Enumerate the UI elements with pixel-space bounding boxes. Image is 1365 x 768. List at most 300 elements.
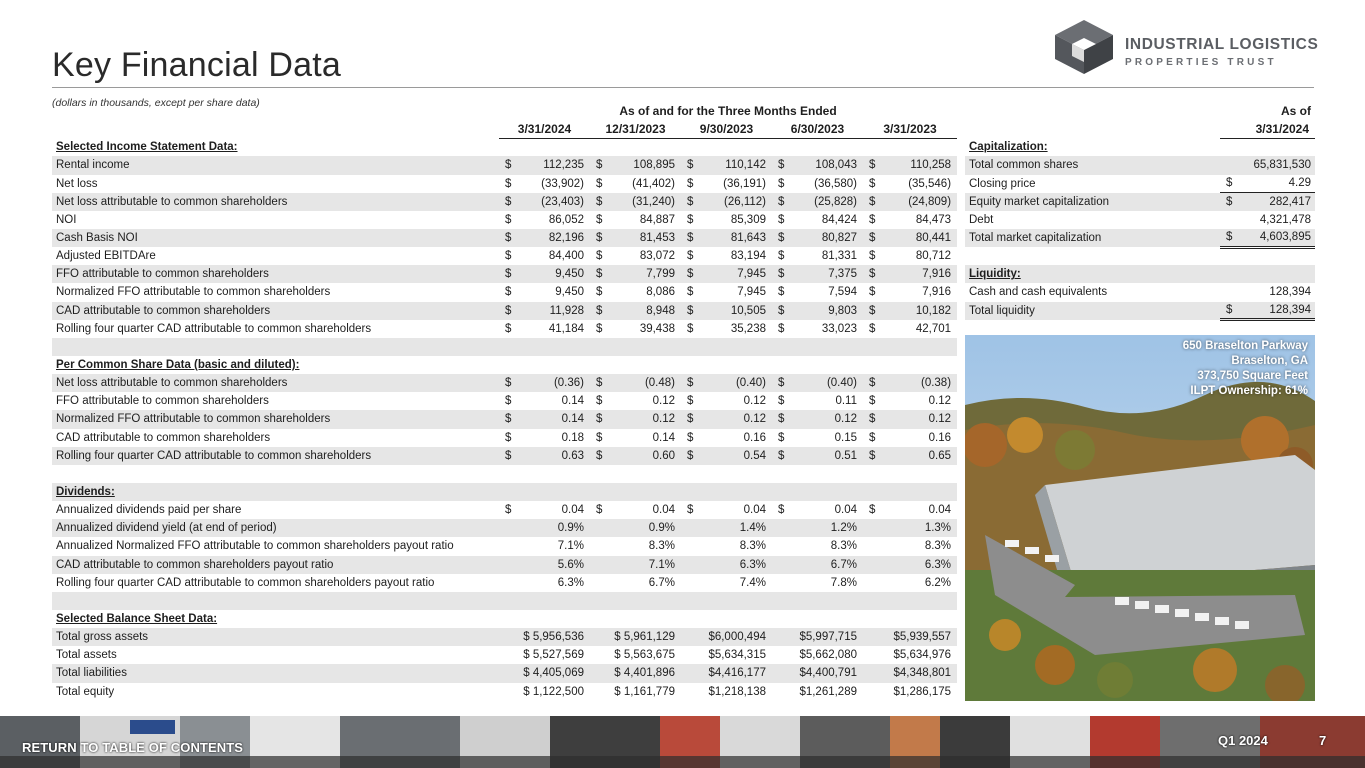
currency-symbol: $ bbox=[778, 250, 785, 263]
currency-symbol: $ bbox=[869, 177, 876, 190]
value-cell: 9,450 bbox=[513, 265, 590, 283]
table-row bbox=[52, 283, 957, 301]
value-cell: 10,182 bbox=[877, 302, 957, 320]
value-cell: (0.48) bbox=[604, 374, 681, 392]
header-spacer bbox=[965, 102, 1220, 120]
row-label bbox=[52, 465, 499, 483]
empty-cell bbox=[499, 592, 957, 610]
value-cell: 282,417 bbox=[1234, 193, 1315, 211]
value-cell: $5,997,715 bbox=[772, 628, 863, 646]
value-cell: (31,240) bbox=[604, 193, 681, 211]
value-cell: 0.12 bbox=[743, 395, 766, 408]
currency-symbol: $ bbox=[772, 374, 786, 392]
currency-symbol: $ bbox=[1220, 229, 1234, 247]
value-cell: 81,643 bbox=[695, 229, 772, 247]
currency-symbol: $ bbox=[687, 395, 694, 408]
currency-symbol: $ bbox=[869, 250, 876, 263]
value-cell: 7.1% bbox=[557, 540, 584, 553]
value-cell: 8.3% bbox=[830, 540, 857, 553]
currency-symbol: $ bbox=[499, 447, 513, 465]
row-label: Rolling four quarter CAD attributable to common shareholders bbox=[52, 447, 499, 465]
currency-symbol: $ bbox=[590, 156, 604, 174]
property-size: 373,750 Square Feet bbox=[1197, 370, 1308, 382]
section-title bbox=[52, 483, 499, 501]
currency-symbol: $ bbox=[681, 229, 695, 247]
currency-symbol: $ bbox=[590, 193, 604, 211]
value-cell: 0.15 bbox=[834, 431, 857, 444]
currency-symbol: $ bbox=[499, 156, 513, 174]
value-cell: 0.54 bbox=[695, 447, 772, 465]
value-cell: 7,594 bbox=[828, 286, 857, 299]
currency-symbol: $ bbox=[863, 229, 877, 247]
value-cell: 6.3% bbox=[681, 556, 772, 574]
currency-symbol: $ bbox=[772, 265, 786, 283]
empty-cell bbox=[499, 338, 957, 356]
value-cell: 0.14 bbox=[513, 410, 590, 428]
value-cell: (24,809) bbox=[877, 193, 957, 211]
row-label: Closing price bbox=[969, 177, 1036, 190]
company-logo bbox=[1055, 20, 1319, 74]
row-label: FFO attributable to common shareholders bbox=[56, 395, 269, 408]
table-row bbox=[965, 302, 1315, 320]
value-cell: 10,505 bbox=[695, 302, 772, 320]
currency-symbol: $ bbox=[505, 395, 512, 408]
table-row bbox=[52, 501, 957, 519]
currency-symbol: $ bbox=[499, 229, 513, 247]
value-cell: $6,000,494 bbox=[681, 628, 772, 646]
currency-symbol: $ bbox=[681, 447, 695, 465]
value-cell: $4,348,801 bbox=[863, 664, 957, 682]
currency-symbol: $ bbox=[772, 156, 786, 174]
value-cell: 6.2% bbox=[924, 576, 952, 589]
value-cell: 0.16 bbox=[743, 431, 766, 444]
row-label: NOI bbox=[56, 213, 77, 226]
value-cell: 84,400 bbox=[548, 250, 584, 263]
value-cell: 108,895 bbox=[604, 156, 681, 174]
value-cell: 0.14 bbox=[561, 395, 584, 408]
value-cell: 80,712 bbox=[915, 250, 952, 263]
section-header-row bbox=[965, 138, 1315, 156]
row-label: CAD attributable to common shareholders bbox=[56, 431, 271, 444]
header-spacer bbox=[52, 102, 499, 120]
period-span-header: As of and for the Three Months Ended bbox=[619, 104, 837, 119]
value-cell: 0.04 bbox=[561, 504, 584, 517]
spacer-row bbox=[965, 247, 1315, 265]
table-row bbox=[52, 664, 957, 682]
currency-symbol: $ bbox=[1220, 193, 1234, 211]
as-of-date-row bbox=[965, 120, 1315, 138]
currency-symbol: $ bbox=[596, 286, 603, 299]
table-row bbox=[965, 229, 1315, 247]
empty-cell bbox=[499, 356, 957, 374]
value-cell: 9,803 bbox=[786, 302, 863, 320]
table-row bbox=[52, 211, 957, 229]
value-cell: $ 4,405,069 bbox=[499, 664, 590, 682]
section-header-row bbox=[52, 610, 957, 628]
currency-symbol: $ bbox=[505, 250, 512, 263]
row-label: Total equity bbox=[56, 685, 115, 698]
currency-symbol: $ bbox=[681, 410, 695, 428]
section-title-text: Per Common Share Data (basic and diluted): bbox=[56, 359, 300, 372]
currency-symbol: $ bbox=[596, 395, 603, 408]
currency-symbol bbox=[1220, 211, 1234, 229]
row-label: Net loss bbox=[56, 177, 98, 190]
currency-symbol: $ bbox=[687, 431, 694, 444]
table-row bbox=[52, 447, 957, 465]
value-cell: 8.3% bbox=[924, 540, 952, 553]
section-title bbox=[52, 356, 499, 374]
value-cell: 0.51 bbox=[786, 447, 863, 465]
currency-symbol: $ bbox=[863, 265, 877, 283]
row-label: Cash Basis NOI bbox=[52, 229, 499, 247]
value-cell: 83,194 bbox=[730, 250, 766, 263]
value-cell: $1,218,138 bbox=[708, 685, 766, 698]
currency-symbol: $ bbox=[681, 193, 695, 211]
value-cell: (0.40) bbox=[695, 374, 772, 392]
currency-symbol: $ bbox=[681, 156, 695, 174]
table-row bbox=[52, 556, 957, 574]
row-label: CAD attributable to common shareholders payout ratio bbox=[52, 556, 499, 574]
empty-cell bbox=[1220, 247, 1315, 265]
section-title-text: Selected Balance Sheet Data: bbox=[56, 613, 218, 625]
header-spacer bbox=[52, 120, 499, 138]
value-cell: 7,916 bbox=[877, 265, 957, 283]
as-of-header: As of bbox=[1281, 104, 1311, 119]
section-header-row bbox=[52, 138, 957, 156]
table-row bbox=[965, 283, 1315, 301]
currency-symbol: $ bbox=[687, 177, 694, 190]
period-header: 3/31/2024 bbox=[499, 120, 590, 138]
currency-symbol: $ bbox=[869, 504, 876, 517]
row-label: Adjusted EBITDAre bbox=[56, 250, 156, 263]
value-cell: $ 5,563,675 bbox=[614, 649, 675, 662]
value-cell: $ 1,122,500 bbox=[523, 685, 584, 698]
value-cell: 7.8% bbox=[830, 576, 857, 589]
property-caption bbox=[1183, 339, 1308, 399]
value-cell: 85,309 bbox=[730, 213, 766, 226]
currency-symbol: $ bbox=[596, 177, 603, 190]
value-cell: 0.60 bbox=[604, 447, 681, 465]
value-cell: $1,261,289 bbox=[799, 685, 857, 698]
page-number: 7 bbox=[1319, 733, 1327, 748]
value-cell: 0.04 bbox=[743, 504, 766, 517]
currency-symbol: $ bbox=[778, 431, 785, 444]
currency-symbol: $ bbox=[590, 265, 604, 283]
row-label bbox=[965, 247, 1220, 265]
value-cell: 0.12 bbox=[695, 410, 772, 428]
value-cell: 65,831,530 bbox=[1234, 156, 1315, 174]
period-header: 3/31/2023 bbox=[863, 120, 957, 138]
value-cell: 0.16 bbox=[928, 431, 952, 444]
value-cell: 7.1% bbox=[590, 556, 681, 574]
table-row bbox=[965, 156, 1315, 174]
value-cell: 39,438 bbox=[639, 322, 675, 335]
value-cell: 1.2% bbox=[772, 519, 863, 537]
value-cell: 80,441 bbox=[877, 229, 957, 247]
currency-symbol: $ bbox=[505, 213, 512, 226]
row-label: Rolling four quarter CAD attributable to common shareholders payout ratio bbox=[56, 576, 435, 589]
table-row bbox=[965, 211, 1315, 229]
spacer-row bbox=[52, 592, 957, 610]
value-cell: (0.36) bbox=[513, 374, 590, 392]
logo-cube-icon bbox=[1055, 20, 1113, 74]
logo-name-line2: PROPERTIES TRUST bbox=[1125, 57, 1277, 68]
currency-symbol: $ bbox=[590, 374, 604, 392]
spacer-row bbox=[52, 465, 957, 483]
section-title bbox=[52, 138, 499, 156]
currency-symbol: $ bbox=[687, 286, 694, 299]
currency-symbol: $ bbox=[778, 395, 785, 408]
value-cell: 0.12 bbox=[652, 395, 675, 408]
value-cell: 0.04 bbox=[928, 504, 952, 517]
value-cell: 110,258 bbox=[877, 156, 957, 174]
value-cell: 7,916 bbox=[922, 286, 952, 299]
value-cell: 0.12 bbox=[604, 410, 681, 428]
currency-symbol: $ bbox=[505, 504, 512, 517]
property-ownership: ILPT Ownership: 61% bbox=[1190, 385, 1308, 397]
value-cell: (0.40) bbox=[786, 374, 863, 392]
value-cell: 0.63 bbox=[513, 447, 590, 465]
section-header-row bbox=[965, 265, 1315, 283]
row-label: CAD attributable to common shareholders bbox=[52, 302, 499, 320]
currency-symbol: $ bbox=[772, 193, 786, 211]
return-to-contents-link[interactable]: RETURN TO TABLE OF CONTENTS bbox=[22, 740, 244, 755]
currency-symbol: $ bbox=[772, 410, 786, 428]
currency-symbol bbox=[1220, 283, 1234, 301]
currency-symbol: $ bbox=[778, 177, 785, 190]
table-row bbox=[965, 175, 1315, 193]
value-cell: $ 5,961,129 bbox=[590, 628, 681, 646]
row-label: Total liquidity bbox=[965, 302, 1220, 320]
property-address: 650 Braselton Parkway bbox=[1182, 340, 1308, 352]
row-label bbox=[52, 592, 499, 610]
value-cell: 80,827 bbox=[786, 229, 863, 247]
value-cell: $5,662,080 bbox=[799, 649, 857, 662]
currency-symbol: $ bbox=[505, 322, 512, 335]
table-row bbox=[52, 374, 957, 392]
spacer-row bbox=[52, 338, 957, 356]
value-cell: 83,072 bbox=[639, 250, 675, 263]
currency-symbol: $ bbox=[499, 265, 513, 283]
value-cell: 4.29 bbox=[1234, 175, 1315, 193]
value-cell: (33,902) bbox=[541, 177, 584, 190]
currency-symbol: $ bbox=[596, 322, 603, 335]
table-row bbox=[52, 537, 957, 555]
row-label: Total gross assets bbox=[52, 628, 499, 646]
currency-symbol: $ bbox=[863, 302, 877, 320]
value-cell: 8,086 bbox=[646, 286, 675, 299]
as-of-header-row bbox=[965, 102, 1315, 120]
value-cell: 82,196 bbox=[513, 229, 590, 247]
value-cell: 0.65 bbox=[877, 447, 957, 465]
empty-cell bbox=[1220, 265, 1315, 283]
value-cell: 42,701 bbox=[915, 322, 952, 335]
value-cell: 81,331 bbox=[821, 250, 857, 263]
currency-symbol: $ bbox=[590, 410, 604, 428]
value-cell: 128,394 bbox=[1269, 286, 1311, 299]
currency-symbol: $ bbox=[869, 322, 876, 335]
row-label: Total liabilities bbox=[52, 664, 499, 682]
value-cell: $5,634,976 bbox=[893, 649, 952, 662]
table-row bbox=[52, 646, 957, 664]
currency-symbol: $ bbox=[869, 213, 876, 226]
currency-symbol: $ bbox=[863, 447, 877, 465]
table-row bbox=[52, 229, 957, 247]
currency-symbol: $ bbox=[772, 447, 786, 465]
value-cell: 8,948 bbox=[604, 302, 681, 320]
value-cell: 1.3% bbox=[863, 519, 957, 537]
table-row bbox=[52, 302, 957, 320]
table-row bbox=[52, 247, 957, 265]
currency-symbol: $ bbox=[590, 302, 604, 320]
currency-symbol: $ bbox=[1220, 302, 1234, 320]
currency-symbol: $ bbox=[499, 374, 513, 392]
value-cell: 6.7% bbox=[648, 576, 675, 589]
value-cell: 4,603,895 bbox=[1234, 229, 1315, 247]
currency-symbol: $ bbox=[863, 374, 877, 392]
period-header: 12/31/2023 bbox=[590, 120, 681, 138]
value-cell: 6.3% bbox=[863, 556, 957, 574]
currency-symbol: $ bbox=[778, 286, 785, 299]
period-header: 6/30/2023 bbox=[772, 120, 863, 138]
value-cell: (36,191) bbox=[723, 177, 766, 190]
section-header-row bbox=[52, 483, 957, 501]
value-cell: $1,286,175 bbox=[893, 685, 952, 698]
value-cell: 35,238 bbox=[730, 322, 766, 335]
property-city: Braselton, GA bbox=[1231, 355, 1308, 367]
currency-symbol: $ bbox=[863, 410, 877, 428]
table-row bbox=[52, 628, 957, 646]
value-cell: 0.11 bbox=[835, 395, 857, 408]
table-row bbox=[965, 193, 1315, 211]
row-label: Total common shares bbox=[965, 156, 1220, 174]
value-cell: $ 5,527,569 bbox=[523, 649, 584, 662]
currency-symbol: $ bbox=[596, 250, 603, 263]
row-label bbox=[52, 338, 499, 356]
table-row bbox=[52, 410, 957, 428]
currency-symbol: $ bbox=[505, 177, 512, 190]
value-cell: (36,580) bbox=[814, 177, 857, 190]
row-label: Total assets bbox=[56, 649, 117, 662]
value-cell: (26,112) bbox=[695, 193, 772, 211]
title-divider bbox=[52, 87, 1314, 88]
value-cell: 110,142 bbox=[695, 156, 772, 174]
value-cell: 0.04 bbox=[834, 504, 857, 517]
currency-symbol: $ bbox=[596, 431, 603, 444]
section-header-row bbox=[52, 356, 957, 374]
footer-quarter-label: Q1 2024 bbox=[1218, 733, 1268, 748]
value-cell: 128,394 bbox=[1234, 302, 1315, 320]
row-label: Annualized Normalized FFO attributable to common shareholders payout ratio bbox=[56, 540, 454, 553]
currency-symbol: $ bbox=[772, 302, 786, 320]
currency-symbol: $ bbox=[869, 286, 876, 299]
table-row bbox=[52, 175, 957, 193]
value-cell: 7,945 bbox=[737, 286, 766, 299]
currency-symbol: $ bbox=[590, 447, 604, 465]
value-cell: 7,375 bbox=[786, 265, 863, 283]
value-cell: 0.04 bbox=[652, 504, 675, 517]
currency-symbol: $ bbox=[687, 250, 694, 263]
currency-symbol: $ bbox=[778, 322, 785, 335]
section-title bbox=[965, 265, 1220, 283]
value-cell: (0.38) bbox=[877, 374, 957, 392]
empty-cell bbox=[499, 610, 957, 628]
currency-symbol: $ bbox=[1220, 175, 1234, 193]
value-cell: $4,416,177 bbox=[681, 664, 772, 682]
currency-symbol: $ bbox=[863, 193, 877, 211]
table-row bbox=[52, 156, 957, 174]
value-cell: 5.6% bbox=[499, 556, 590, 574]
value-cell: $ 1,161,779 bbox=[614, 685, 675, 698]
value-cell: 0.14 bbox=[652, 431, 675, 444]
currency-symbol: $ bbox=[687, 213, 694, 226]
value-cell: 9,450 bbox=[555, 286, 584, 299]
currency-symbol: $ bbox=[869, 431, 876, 444]
currency-symbol: $ bbox=[681, 265, 695, 283]
currency-symbol: $ bbox=[772, 229, 786, 247]
capitalization-table bbox=[965, 102, 1315, 321]
row-label: Rental income bbox=[52, 156, 499, 174]
value-cell: 0.9% bbox=[590, 519, 681, 537]
value-cell: 0.9% bbox=[499, 519, 590, 537]
value-cell: 86,052 bbox=[548, 213, 584, 226]
row-label: Equity market capitalization bbox=[965, 193, 1220, 211]
value-cell: $5,939,557 bbox=[863, 628, 957, 646]
value-cell: 84,473 bbox=[915, 213, 952, 226]
currency-symbol: $ bbox=[687, 504, 694, 517]
table-row bbox=[52, 429, 957, 447]
value-cell: 6.7% bbox=[772, 556, 863, 574]
row-label: Total market capitalization bbox=[965, 229, 1220, 247]
currency-symbol: $ bbox=[869, 395, 876, 408]
as-of-date: 3/31/2024 bbox=[1220, 120, 1315, 138]
currency-symbol: $ bbox=[863, 156, 877, 174]
financial-data-table bbox=[52, 102, 957, 701]
row-label: FFO attributable to common shareholders bbox=[52, 265, 499, 283]
currency-symbol: $ bbox=[596, 213, 603, 226]
row-label: Rolling four quarter CAD attributable to common shareholders bbox=[56, 322, 372, 335]
table-row bbox=[52, 193, 957, 211]
currency-symbol: $ bbox=[687, 322, 694, 335]
value-cell: 33,023 bbox=[821, 322, 857, 335]
period-header: 9/30/2023 bbox=[681, 120, 772, 138]
value-cell: 7.4% bbox=[739, 576, 766, 589]
value-cell: 0.12 bbox=[786, 410, 863, 428]
table-row bbox=[52, 265, 957, 283]
currency-symbol: $ bbox=[596, 504, 603, 517]
currency-symbol: $ bbox=[505, 431, 512, 444]
currency-symbol: $ bbox=[681, 302, 695, 320]
row-label: Debt bbox=[969, 213, 994, 226]
value-cell: 7,799 bbox=[604, 265, 681, 283]
currency-symbol: $ bbox=[681, 374, 695, 392]
table-row bbox=[52, 683, 957, 701]
units-note: (dollars in thousands, except per share data) bbox=[52, 97, 260, 109]
empty-cell bbox=[499, 465, 957, 483]
value-cell: (41,402) bbox=[632, 177, 675, 190]
value-cell: 8.3% bbox=[739, 540, 766, 553]
currency-symbol bbox=[1220, 156, 1234, 174]
header-spacer bbox=[965, 120, 1220, 138]
section-title bbox=[52, 610, 499, 628]
value-cell: 7,945 bbox=[695, 265, 772, 283]
currency-symbol: $ bbox=[590, 229, 604, 247]
row-label: Cash and cash equivalents bbox=[969, 286, 1108, 299]
property-photo bbox=[965, 335, 1315, 701]
table-row bbox=[52, 392, 957, 410]
value-cell: 0.12 bbox=[877, 410, 957, 428]
value-cell: 108,043 bbox=[786, 156, 863, 174]
